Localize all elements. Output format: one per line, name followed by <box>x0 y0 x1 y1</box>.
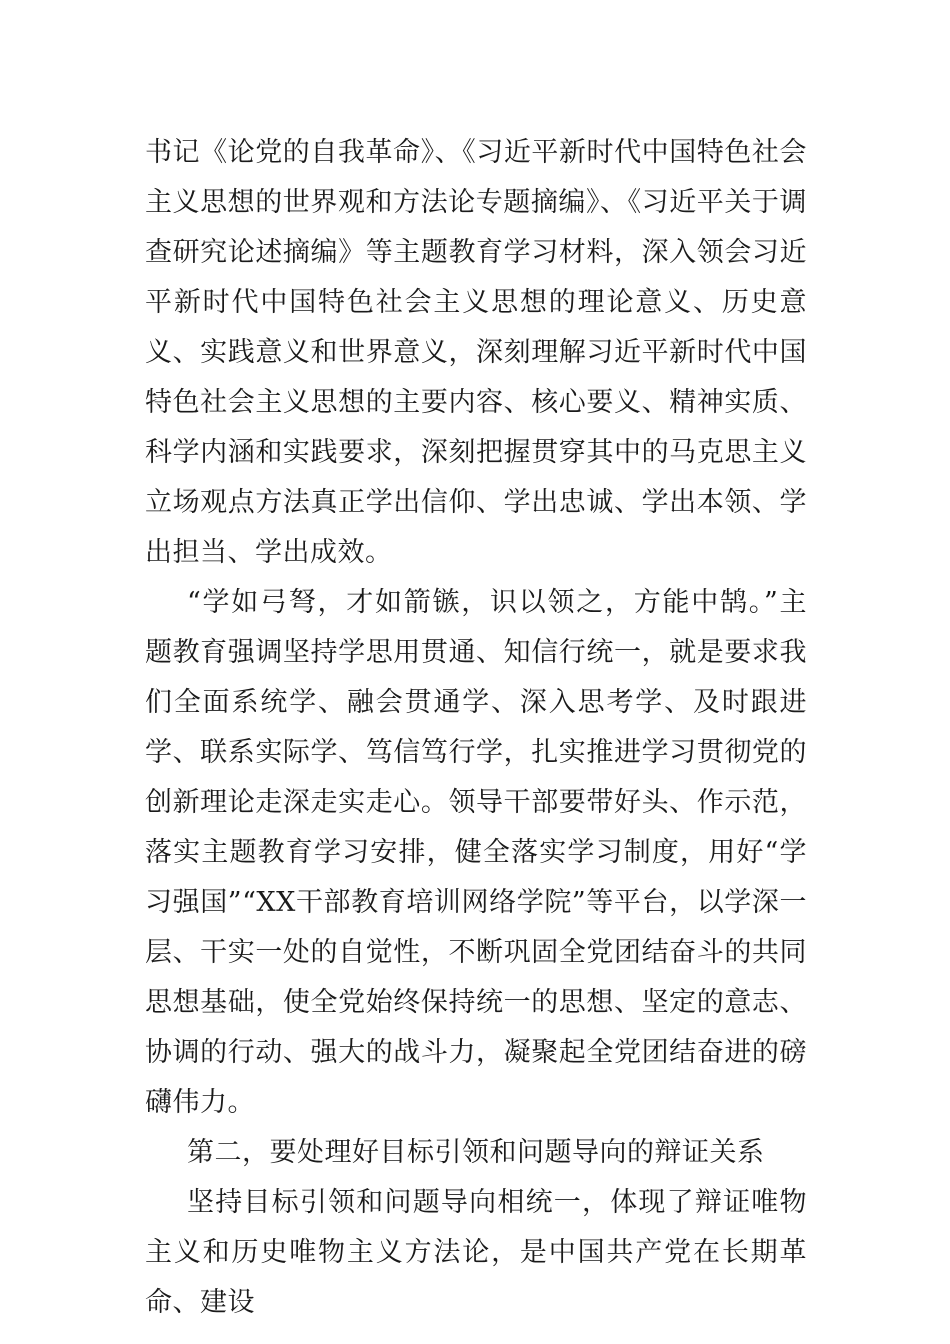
body-paragraph-3: 坚持目标引领和问题导向相统一，体现了辩证唯物主义和历史唯物主义方法论，是中国共产党在长期革命、建设 <box>145 1187 807 1318</box>
body-paragraph-2: “学如弓弩，才如箭镞，识以领之，方能中鹄。”主题教育强调坚持学思用贯通、知信行统一，就是要求我们全面系统学、融会贯通学、深入思考学、及时跟进学、联系实际学、笃信笃行学，扎实推进学习贯彻党的创新理论走深走实走心。领导干部要带好头、作示范，落实主题教育学习安排，健全落实学习制度，用好“学习强国”“XX干部教育培训网络学院”等平台，以学深一层、干实一处的自觉性，不断巩固全党团结奋斗的共同思想基础，使全党始终保持统一的思想、坚定的意志、协调的行动、强大的战斗力，凝聚起全党团结奋进的磅礴伟力。 <box>145 587 807 1118</box>
section-heading: 第二，要处理好目标引领和问题导向的辩证关系 <box>187 1137 765 1168</box>
document-page <box>145 128 807 1328</box>
body-paragraph-1: 书记《论党的自我革命》、《习近平新时代中国特色社会主义思想的世界观和方法论专题摘编》、《习近平关于调查研究论述摘编》等主题教育学习材料，深入领会习近平新时代中国特色社会主义思想的理论意义、历史意义、实践意义和世界意义，深刻理解习近平新时代中国特色社会主义思想的主要内容、核心要义、精神实质、科学内涵和实践要求，深刻把握贯穿其中的马克思主义立场观点方法真正学出信仰、学出忠诚、学出本领、学出担当、学出成效。 <box>145 137 807 568</box>
